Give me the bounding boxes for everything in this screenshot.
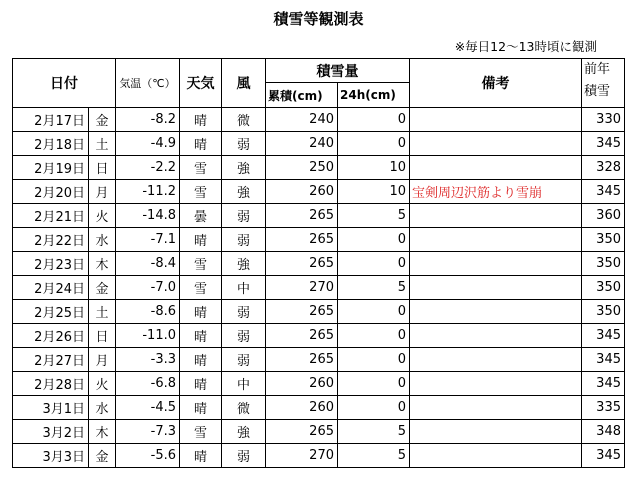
temperature-cell: -7.3 [116,420,180,444]
snow-total-cell: 260 [266,372,338,396]
snow-total-cell: 270 [266,444,338,468]
date-cell: 2月17日 [13,108,89,132]
header-temp: 気温（℃） [116,59,180,108]
temperature-cell: -4.5 [116,396,180,420]
header-snow: 積雪量 [266,59,410,83]
temperature-cell: -8.4 [116,252,180,276]
snow-24h-cell: 0 [338,396,410,420]
temperature-cell: -8.6 [116,300,180,324]
temperature-cell: -6.8 [116,372,180,396]
remark-cell [410,420,582,444]
weather-cell: 晴 [180,228,222,252]
remark-cell [410,372,582,396]
snow-24h-cell: 0 [338,252,410,276]
snow-total-cell: 265 [266,204,338,228]
table-row [13,132,625,156]
wind-cell: 微 [222,396,266,420]
prev-year-snow-cell: 345 [582,348,625,372]
snow-total-cell: 265 [266,324,338,348]
day-of-week-cell: 月 [89,180,116,204]
table-row [13,276,625,300]
prev-year-snow-cell: 335 [582,396,625,420]
remark-cell [410,204,582,228]
day-of-week-cell: 日 [89,324,116,348]
prev-year-snow-cell: 345 [582,444,625,468]
header-snow-24h: 24h(cm) [338,83,410,108]
snow-total-cell: 265 [266,300,338,324]
temperature-cell: -11.2 [116,180,180,204]
prev-year-snow-cell: 345 [582,180,625,204]
wind-cell: 強 [222,180,266,204]
weather-cell: 曇 [180,204,222,228]
snow-total-cell: 250 [266,156,338,180]
table-row [13,108,625,132]
temperature-cell: -7.1 [116,228,180,252]
remark-cell [410,132,582,156]
remark-cell [410,108,582,132]
remark-cell [410,396,582,420]
date-cell: 2月18日 [13,132,89,156]
prev-year-snow-cell: 330 [582,108,625,132]
weather-cell: 雪 [180,276,222,300]
date-cell: 2月22日 [13,228,89,252]
weather-cell: 雪 [180,180,222,204]
snow-24h-cell: 10 [338,156,410,180]
snow-24h-cell: 0 [338,108,410,132]
table-row [13,444,625,468]
wind-cell: 強 [222,156,266,180]
prev-year-snow-cell: 348 [582,420,625,444]
remark-cell [410,444,582,468]
day-of-week-cell: 金 [89,444,116,468]
table-row [13,348,625,372]
table-row [13,252,625,276]
header-weather: 天気 [180,59,222,108]
wind-cell: 弱 [222,444,266,468]
table-row [13,156,625,180]
wind-cell: 強 [222,252,266,276]
day-of-week-cell: 木 [89,252,116,276]
table-row [13,204,625,228]
weather-cell: 晴 [180,108,222,132]
snow-total-cell: 265 [266,252,338,276]
table-row [13,228,625,252]
date-cell: 2月19日 [13,156,89,180]
header-date: 日付 [13,59,116,108]
remark-cell [410,324,582,348]
wind-cell: 弱 [222,300,266,324]
snow-24h-cell: 0 [338,300,410,324]
remark-cell: 宝剣周辺沢筋より雪崩 [410,180,582,204]
temperature-cell: -4.9 [116,132,180,156]
snow-24h-cell: 5 [338,204,410,228]
prev-year-snow-cell: 360 [582,204,625,228]
temperature-cell: -14.8 [116,204,180,228]
temperature-cell: -5.6 [116,444,180,468]
header-snow-total: 累積(cm) [266,83,338,108]
snow-observation-table [12,58,625,468]
wind-cell: 中 [222,276,266,300]
date-cell: 2月28日 [13,372,89,396]
header-prev-year-line2: 積雪 [584,84,611,99]
day-of-week-cell: 月 [89,348,116,372]
date-cell: 2月20日 [13,180,89,204]
prev-year-snow-cell: 350 [582,228,625,252]
snow-total-cell: 270 [266,276,338,300]
day-of-week-cell: 水 [89,228,116,252]
snow-total-cell: 265 [266,228,338,252]
prev-year-snow-cell: 350 [582,300,625,324]
snow-total-cell: 240 [266,108,338,132]
prev-year-snow-cell: 345 [582,324,625,348]
snow-24h-cell: 0 [338,372,410,396]
header-wind: 風 [222,59,266,108]
day-of-week-cell: 金 [89,276,116,300]
snow-24h-cell: 0 [338,324,410,348]
wind-cell: 弱 [222,348,266,372]
snow-total-cell: 260 [266,180,338,204]
weather-cell: 晴 [180,300,222,324]
wind-cell: 弱 [222,228,266,252]
day-of-week-cell: 土 [89,132,116,156]
table-row [13,324,625,348]
page-title: 積雪等観測表 [273,10,364,28]
prev-year-snow-cell: 345 [582,132,625,156]
snow-24h-cell: 10 [338,180,410,204]
wind-cell: 弱 [222,132,266,156]
snow-24h-cell: 5 [338,444,410,468]
table-row [13,180,625,204]
day-of-week-cell: 火 [89,372,116,396]
date-cell: 3月3日 [13,444,89,468]
date-cell: 2月27日 [13,348,89,372]
date-cell: 2月25日 [13,300,89,324]
date-cell: 2月26日 [13,324,89,348]
weather-cell: 晴 [180,444,222,468]
remark-cell [410,252,582,276]
prev-year-snow-cell: 350 [582,276,625,300]
header-remarks: 備考 [410,59,582,108]
day-of-week-cell: 火 [89,204,116,228]
remark-cell [410,228,582,252]
prev-year-snow-cell: 345 [582,372,625,396]
date-cell: 2月21日 [13,204,89,228]
snow-24h-cell: 5 [338,276,410,300]
prev-year-snow-cell: 350 [582,252,625,276]
temperature-cell: -11.0 [116,324,180,348]
wind-cell: 微 [222,108,266,132]
temperature-cell: -7.0 [116,276,180,300]
remark-cell [410,156,582,180]
remark-cell [410,276,582,300]
temperature-cell: -3.3 [116,348,180,372]
weather-cell: 雪 [180,420,222,444]
snow-24h-cell: 0 [338,132,410,156]
wind-cell: 弱 [222,324,266,348]
snow-total-cell: 265 [266,420,338,444]
snow-total-cell: 240 [266,132,338,156]
weather-cell: 晴 [180,132,222,156]
day-of-week-cell: 日 [89,156,116,180]
table-row [13,372,625,396]
snow-total-cell: 260 [266,396,338,420]
header-prev-year [582,59,625,108]
date-cell: 2月23日 [13,252,89,276]
table-row [13,300,625,324]
weather-cell: 雪 [180,252,222,276]
day-of-week-cell: 木 [89,420,116,444]
day-of-week-cell: 水 [89,396,116,420]
prev-year-snow-cell: 328 [582,156,625,180]
day-of-week-cell: 金 [89,108,116,132]
weather-cell: 晴 [180,396,222,420]
observation-note: ※毎日12～13時頃に観測 [454,39,597,54]
header-prev-year-line1: 前年 [584,62,611,77]
snow-24h-cell: 0 [338,348,410,372]
wind-cell: 弱 [222,204,266,228]
day-of-week-cell: 土 [89,300,116,324]
wind-cell: 中 [222,372,266,396]
snow-24h-cell: 5 [338,420,410,444]
snow-total-cell: 265 [266,348,338,372]
date-cell: 3月2日 [13,420,89,444]
remark-cell [410,348,582,372]
wind-cell: 強 [222,420,266,444]
weather-cell: 晴 [180,348,222,372]
temperature-cell: -8.2 [116,108,180,132]
date-cell: 3月1日 [13,396,89,420]
table-row [13,420,625,444]
weather-cell: 晴 [180,324,222,348]
date-cell: 2月24日 [13,276,89,300]
temperature-cell: -2.2 [116,156,180,180]
snow-24h-cell: 0 [338,228,410,252]
weather-cell: 晴 [180,372,222,396]
weather-cell: 雪 [180,156,222,180]
remark-cell [410,300,582,324]
table-row [13,396,625,420]
